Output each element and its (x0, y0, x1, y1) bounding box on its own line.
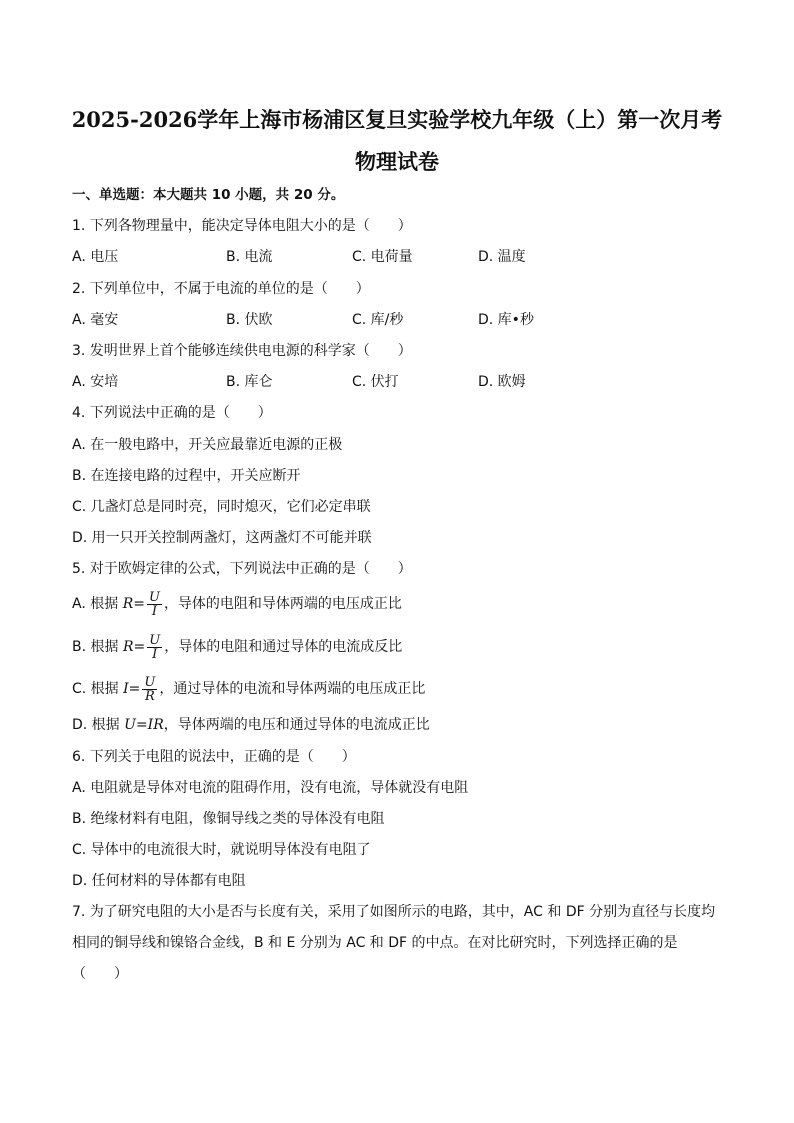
q5-b-lhs: R= (122, 639, 146, 655)
q5-option-b (72, 633, 402, 661)
q5-c-prefix: C. 根据 (72, 681, 119, 697)
q5-b-text: ，导体的电阻和通过导体的电流成反比 (164, 639, 403, 655)
exam-title-line2: 物理试卷 (355, 149, 439, 174)
fraction-numerator: U (149, 632, 161, 648)
q4-option-a: A. 在一般电路中，开关应最靠近电源的正极 (72, 437, 343, 453)
q6-option-d: D. 任何材料的导体都有电阻 (72, 873, 246, 889)
fraction-numerator: U (148, 589, 160, 605)
q1-option-c: C. 电荷量 (352, 249, 413, 265)
q3-option-a: A. 安培 (72, 374, 119, 390)
q5-d-text: ，导体两端的电压和通过导体的电流成正比 (163, 717, 430, 733)
question-2-stem: 2. 下列单位中，不属于电流的单位的是（ ） (72, 281, 370, 297)
q5-a-text: ，导体的电阻和导体两端的电压成正比 (163, 596, 402, 612)
question-1-stem: 1. 下列各物理量中，能决定导体电阻大小的是（ ） (72, 218, 412, 234)
question-7-stem: 7. 为了研究电阻的大小是否与长度有关，采用了如图所示的电路，其中，AC 和 DF 分别为直径与长度均相同的铜导线和镍铬合金线，B 和 E 分别为 AC 和 DF 的中点。在对比研究时，下列选择正确的是（ ） (72, 904, 716, 982)
fraction-denominator: I (152, 646, 158, 662)
q5-option-c (72, 675, 425, 703)
q5-option-a (72, 590, 402, 618)
q2-option-c: C. 库/秒 (352, 312, 404, 328)
q3-option-d: D. 欧姆 (478, 374, 526, 390)
q2-option-d: D. 库•秒 (478, 312, 534, 328)
q3-option-c: C. 伏打 (352, 374, 399, 390)
q4-option-c: C. 几盏灯总是同时亮，同时熄灭，它们必定串联 (72, 499, 371, 515)
q5-a-lhs: R= (122, 596, 145, 612)
q5-d-formula: U=IR (124, 717, 164, 733)
q5-b-fraction (147, 634, 162, 661)
question-4-stem: 4. 下列说法中正确的是（ ） (72, 405, 272, 421)
q5-c-lhs: I= (123, 681, 141, 697)
question-5-stem: 5. 对于欧姆定律的公式，下列说法中正确的是（ ） (72, 561, 412, 577)
question-1-options (72, 248, 722, 266)
q2-option-a: A. 毫安 (72, 312, 119, 328)
q5-a-prefix: A. 根据 (72, 596, 119, 612)
q6-option-a: A. 电阻就是导体对电流的阻碍作用，没有电流，导体就没有电阻 (72, 780, 469, 796)
q5-b-prefix: B. 根据 (72, 639, 119, 655)
q5-d-prefix: D. 根据 (72, 717, 120, 733)
fraction-denominator: R (144, 688, 155, 704)
q1-option-b: B. 电流 (226, 249, 273, 265)
q6-option-c: C. 导体中的电流很大时，就说明导体没有电阻了 (72, 842, 371, 858)
question-3-stem: 3. 发明世界上首个能够连续供电电源的科学家（ ） (72, 343, 412, 359)
section-heading: 一、单选题：本大题共 10 小题，共 20 分。 (72, 187, 345, 203)
q5-a-fraction (147, 591, 162, 618)
q4-option-b: B. 在连接电路的过程中，开关应断开 (72, 468, 301, 484)
fraction-numerator: U (144, 674, 156, 690)
q5-c-fraction (142, 676, 157, 703)
question-6-stem: 6. 下列关于电阻的说法中，正确的是（ ） (72, 749, 356, 765)
exam-title-line1: 2025-2026学年上海市杨浦区复旦实验学校九年级（上）第一次月考 (71, 107, 723, 132)
q5-c-text: ，通过导体的电流和导体两端的电压成正比 (159, 681, 426, 697)
q1-option-d: D. 温度 (478, 249, 526, 265)
q6-option-b: B. 绝缘材料有电阻，像铜导线之类的导体没有电阻 (72, 811, 385, 827)
q5-option-d (72, 716, 430, 734)
fraction-denominator: I (151, 603, 158, 619)
q3-option-b: B. 库仑 (226, 374, 273, 390)
question-2-options (72, 311, 722, 329)
question-3-options (72, 373, 722, 391)
q1-option-a: A. 电压 (72, 249, 119, 265)
q4-option-d: D. 用一只开关控制两盏灯，这两盏灯不可能并联 (72, 530, 372, 546)
q2-option-b: B. 伏欧 (226, 312, 273, 328)
